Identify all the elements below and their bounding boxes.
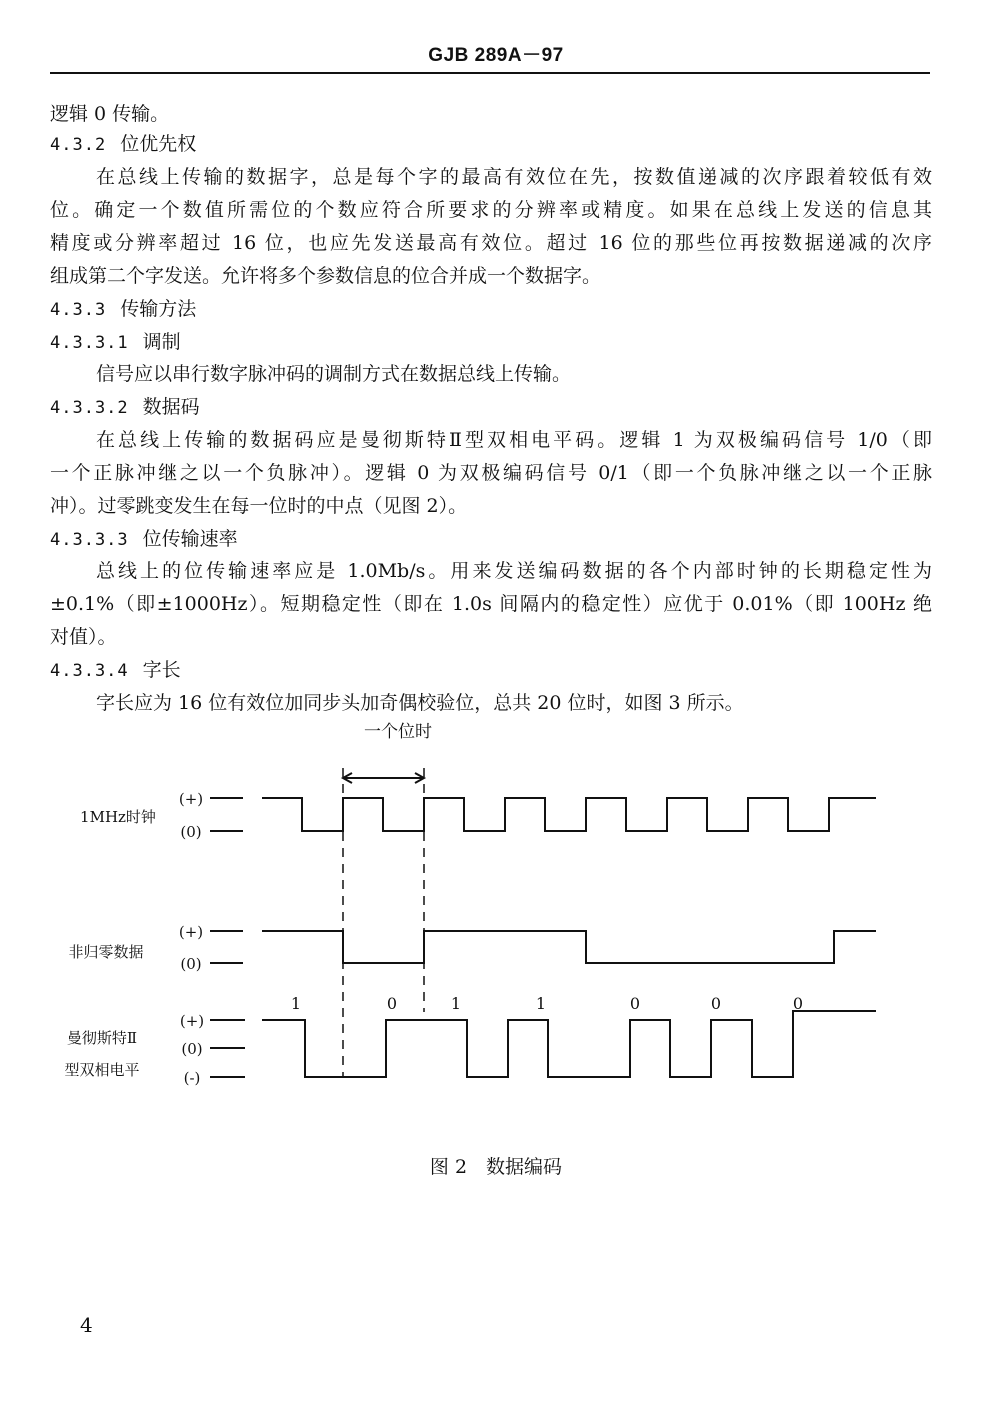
- section-heading-4-3-3-3: [50, 524, 932, 555]
- page-number: 4: [80, 1313, 93, 1337]
- clock-waveform: [262, 798, 876, 831]
- level-minus-label: (-): [183, 1069, 201, 1087]
- header-rule: [50, 72, 930, 74]
- section-title: 调制: [142, 331, 181, 353]
- section-number: 4.3.3: [50, 300, 107, 320]
- section-heading-4-3-3-2: [50, 392, 932, 423]
- level-zero-label: (0): [180, 955, 202, 973]
- text-line: 在总线上传输的数据字，总是每个字的最高有效位在先，按数值递减的次序跟着较低有效: [96, 166, 932, 188]
- text-line: 总线上的位传输速率应是 1.0Mb/s。用来发送编码数据的各个内部时钟的长期稳定性为: [96, 560, 932, 582]
- level-zero-label: (0): [180, 823, 202, 841]
- text-line: 逻辑 0 传输。: [50, 103, 170, 125]
- section-number: 4.3.3.1: [50, 333, 129, 353]
- nrz-signal-label: 非归零数据: [68, 943, 144, 961]
- section-title: 位传输速率: [142, 528, 238, 550]
- section-number: 4.3.3.4: [50, 661, 129, 681]
- section-heading-4-3-3-4: [50, 655, 932, 686]
- text-line: 冲）。过零跳变发生在每一位时的中点（见图 2）。: [50, 495, 468, 517]
- manchester-waveform: [262, 1011, 876, 1077]
- level-plus-label: (+): [178, 923, 204, 941]
- data-encoding-timing-diagram: [0, 700, 992, 1130]
- text-line: 精度或分辨率超过 16 位，也应先发送最高有效位。超过 16 位的那些位再按数据递减的次序: [50, 232, 932, 254]
- section-title: 字长: [142, 659, 181, 681]
- text-line: 信号应以串行数字脉冲码的调制方式在数据总线上传输。: [96, 363, 572, 385]
- manchester-signal-label-line1: 曼彻斯特Ⅱ: [66, 1029, 138, 1047]
- bit-value-label: 1: [535, 994, 547, 1013]
- nrz-waveform: [262, 931, 876, 963]
- section-number: 4.3.3.3: [50, 530, 129, 550]
- text-line: 在总线上传输的数据码应是曼彻斯特Ⅱ型双相电平码。逻辑 1 为双极编码信号 1/0（即: [96, 429, 932, 451]
- bit-value-label: 1: [450, 994, 462, 1013]
- text-line: 对值）。: [50, 626, 117, 648]
- bit-value-label: 0: [710, 994, 722, 1013]
- clock-signal-label: 1MHz时钟: [80, 808, 156, 826]
- section-heading-4-3-2: [50, 129, 932, 160]
- section-title: 位优先权: [120, 133, 197, 155]
- bit-value-label: 0: [386, 994, 398, 1013]
- text-line: ±0.1%（即±1000Hz）。短期稳定性（即在 1.0s 间隔内的稳定性）应优于 0.01%（即 100Hz 绝: [50, 593, 932, 615]
- section-title: 数据码: [142, 396, 200, 418]
- bit-value-label: 0: [792, 994, 804, 1013]
- level-plus-label: (+): [178, 790, 204, 808]
- bit-value-label: 0: [629, 994, 641, 1013]
- text-line: 字长应为 16 位有效位加同步头加奇偶校验位，总共 20 位时，如图 3 所示。: [96, 692, 744, 714]
- section-heading-4-3-3-1: [50, 327, 932, 358]
- text-line: 组成第二个字发送。允许将多个参数信息的位合并成一个数据字。: [50, 265, 602, 287]
- text-line: 位。确定一个数值所需位的个数应符合所要求的分辨率或精度。如果在总线上发送的信息其: [50, 199, 932, 221]
- bit-time-label: 一个位时: [364, 722, 432, 742]
- section-number: 4.3.3.2: [50, 398, 129, 418]
- figure-caption: 图 2 数据编码: [429, 1156, 563, 1178]
- manchester-signal-label-line2: 型双相电平: [64, 1061, 140, 1079]
- section-heading-4-3-3: [50, 294, 932, 325]
- section-title: 传输方法: [120, 298, 197, 320]
- document-code-header: GJB 289A－97: [428, 45, 564, 66]
- level-plus-label: (+): [179, 1012, 205, 1030]
- text-line: 一个正脉冲继之以一个负脉冲）。逻辑 0 为双极编码信号 0/1（即一个负脉冲继之以一个正脉: [50, 462, 932, 484]
- section-number: 4.3.2: [50, 135, 107, 155]
- level-zero-label: (0): [181, 1040, 203, 1058]
- bit-value-label: 1: [290, 994, 302, 1013]
